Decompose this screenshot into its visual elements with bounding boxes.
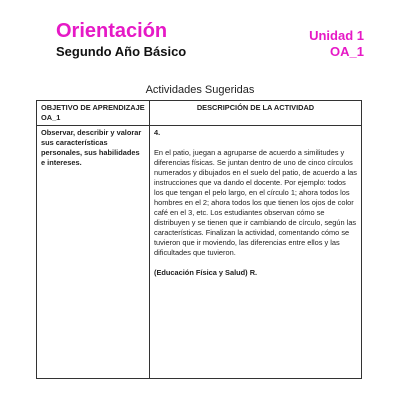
activities-table — [36, 100, 362, 379]
grade-subtitle: Segundo Año Básico — [56, 44, 187, 59]
activity-column-header: DESCRIPCIÓN DE LA ACTIVIDAD — [150, 101, 362, 126]
activity-description: En el patio, juegan a agruparse de acuerdo a similitudes y diferencias físicas. Se juntan dentro de uno de cinco círculos numerados y dibujados en el suelo del patio, de acuerdo a las instrucciones que va dando el docente. Por ejemplo: todos los que tengan el pelo largo, en el círculo 1; ahora todos los hombres en el 2; ahora todos los que tienen los ojos de color café en el 3, etc. Los estudiantes observan cómo se distribuyen y se tienen que ir cambiando de círculo, según las características. Finalizan la actividad, comentando cómo se tuvieron que ir moviendo, las diferencias entre ellos y las dificultades que tuvieron. — [154, 148, 357, 257]
objective-column-header: OBJETIVO DE APRENDIZAJE OA_1 — [37, 101, 150, 126]
section-title: Actividades Sugeridas — [145, 84, 255, 96]
unit-label: Unidad 1 — [309, 28, 364, 43]
table-row — [37, 126, 362, 379]
objective-cell: Observar, describir y valorar sus características personales, sus habilidades e intereses. — [37, 126, 150, 379]
table-header-row — [37, 101, 362, 126]
activity-cell — [150, 126, 362, 379]
activity-number: 4. — [154, 128, 161, 137]
activity-source: (Educación Física y Salud) R. — [154, 268, 258, 277]
page-title: Orientación — [56, 20, 168, 42]
objective-code: OA_1 — [330, 44, 364, 59]
